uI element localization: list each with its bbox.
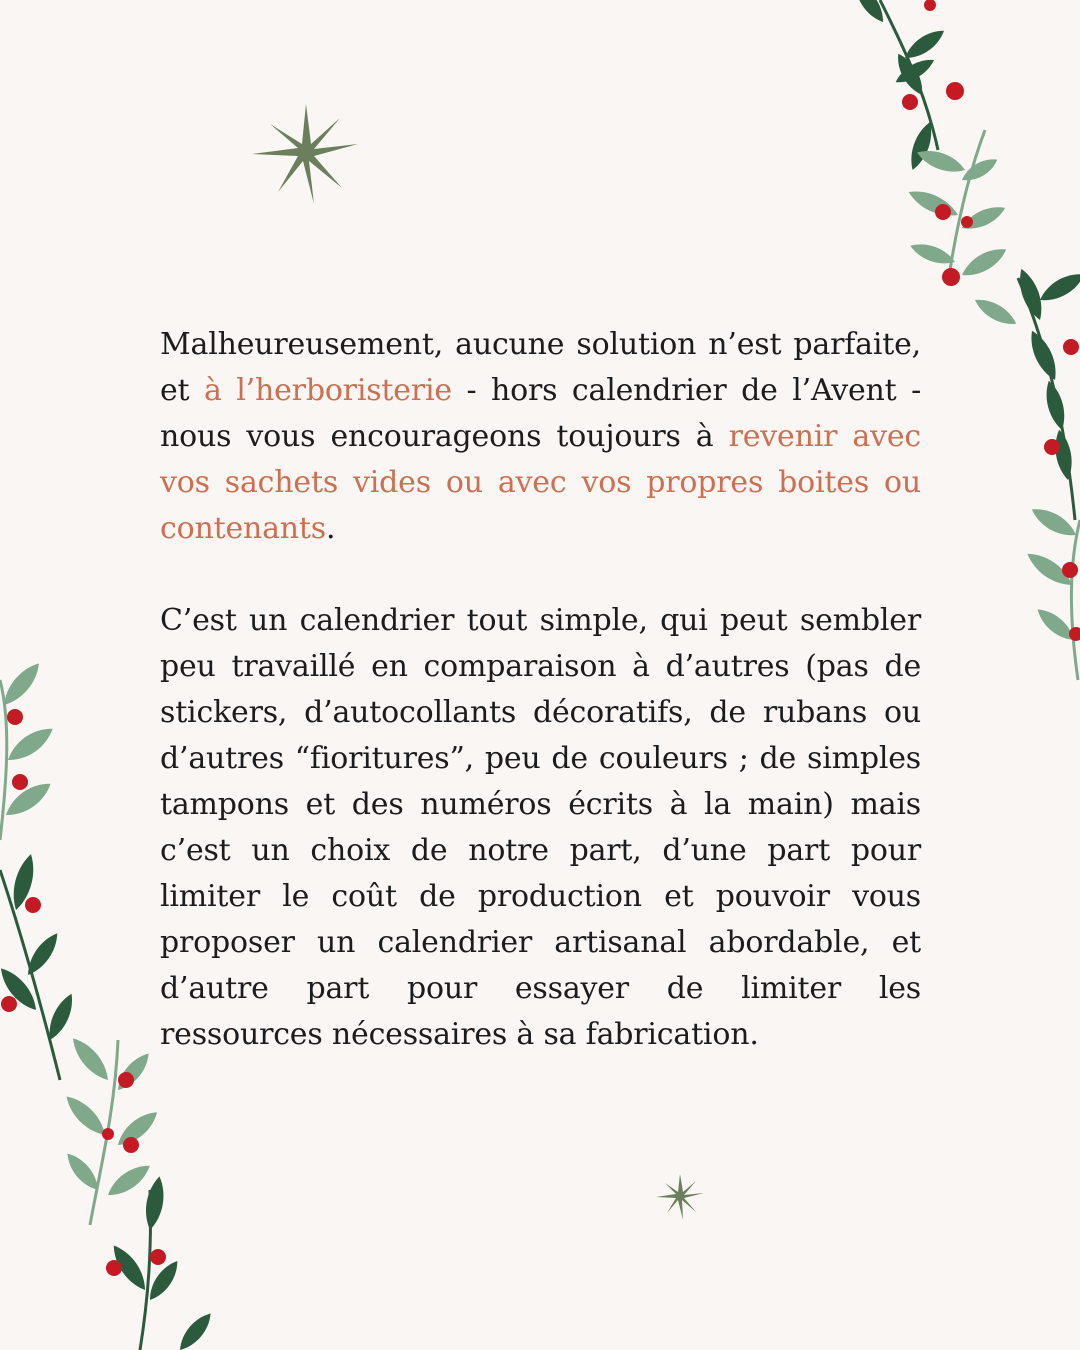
paragraph-1: [160, 322, 921, 552]
main-text: [160, 322, 921, 1058]
paragraph-1-part-2: - hors calendrier de l’Avent - nous vous encourageons toujours à: [160, 373, 922, 454]
star-icon: [252, 104, 358, 204]
paragraph-2: C’est un calendrier tout simple, qui peut sembler peu travaillé en comparaison à d’autres (pas de stickers, d’autocollants décoratifs, de rubans ou d’autres “fioritures”, peu de couleurs ; de simples tampons et des numéros écrits à la main) mais c’est un choix de notre part, d’une part pour limiter le coût de production et pouvoir vous proposer un calendrier artisanal abordable, et d’autre part pour essayer de limiter les ressources nécessaires à sa fabrication.: [160, 603, 921, 1052]
highlight-herboristerie: à l’herboristerie: [204, 373, 452, 408]
small-star-icon: [656, 1174, 704, 1220]
paragraph-1-part-1: Malheureusement, aucune solution n’est parfaite, et: [160, 327, 921, 408]
highlight-revenir: revenir avec vos sachets vides ou avec vos propres boites ou contenants: [160, 419, 921, 546]
paragraph-1-part-3: .: [325, 511, 336, 546]
